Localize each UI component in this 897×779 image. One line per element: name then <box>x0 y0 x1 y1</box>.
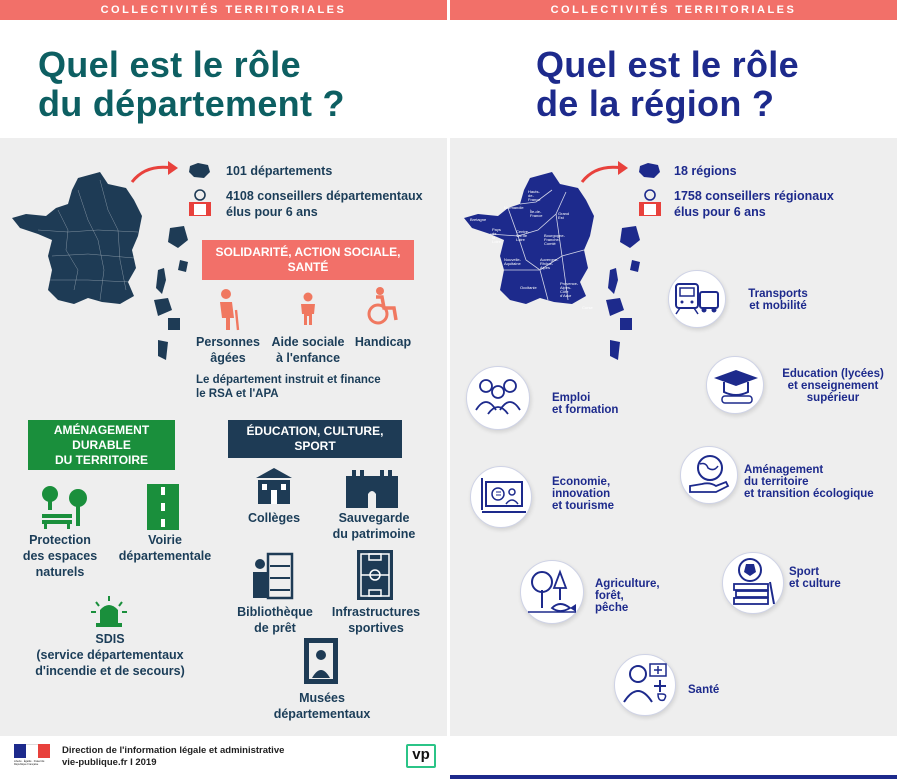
amenagement-item-roads: Voirie départementale <box>118 533 212 563</box>
footer-text <box>62 745 284 769</box>
park-bench-icon <box>38 484 92 530</box>
solidarite-note-line2: le RSA et l'APA <box>196 388 279 400</box>
amenagement-sdis: SDIS (service départementaux d'incendie et de secours) <box>35 632 185 678</box>
amenagement-tag: AMÉNAGEMENT DURABLE DU TERRITOIRE <box>28 420 175 470</box>
road-icon <box>147 484 179 530</box>
right-councillors-line2: élus pour 6 ans <box>674 205 766 219</box>
footer-right-line <box>450 775 897 779</box>
child-icon <box>296 292 320 326</box>
right-councillors-line1: 1758 conseillers régionaux <box>674 189 834 203</box>
tree-fish-icon <box>524 566 580 616</box>
left-count: 101 départements <box>226 164 333 178</box>
map-label-normandie: Normandie <box>504 205 524 210</box>
solidarite-item-child-welfare: Aide sociale à l'enfance <box>271 335 345 365</box>
map-label-bretagne: Bretagne <box>470 217 487 222</box>
vp-logo <box>406 744 436 768</box>
councillor-icon <box>188 188 212 218</box>
education-item-museums: Musées départementaux <box>273 691 371 721</box>
footer-line2[interactable]: vie-publique.fr I 2019 <box>62 757 157 768</box>
education-tag: ÉDUCATION, CULTURE, SPORT <box>228 420 402 458</box>
corsica-shape <box>156 268 166 294</box>
map-label-grand-est: Grand Est <box>558 211 570 220</box>
left-councillors-line2: élus pour 6 ans <box>226 205 318 219</box>
competence-education: Education (lycées) et enseignement supérieur <box>782 368 884 404</box>
right-councillors <box>674 188 834 220</box>
elderly-person-icon <box>212 288 244 332</box>
competence-economie: Economie, innovation et tourisme <box>552 476 614 512</box>
right-banner: COLLECTIVITÉS TERRITORIALES <box>450 0 897 20</box>
region-shape-icon <box>638 162 662 180</box>
left-councillors-line1: 4108 conseillers départementaux <box>226 189 423 203</box>
martinique-shape <box>178 260 188 272</box>
guadeloupe-shape <box>168 226 188 248</box>
librarian-icon <box>250 552 294 600</box>
map-label-corse: Corse <box>582 305 593 310</box>
map-label-hauts-de-france: Hauts- de-France <box>528 189 541 202</box>
sports-field-icon <box>357 550 393 600</box>
left-title-line2: du département ? <box>38 83 345 124</box>
map-label-bourgogne-franche-comte: Bourgogne- Franche-Comté <box>544 233 565 246</box>
competence-emploi: Emploi et formation <box>552 392 619 416</box>
train-bus-icon <box>674 282 720 316</box>
competence-sport-culture: Sport et culture <box>789 566 841 590</box>
school-building-icon <box>254 466 294 506</box>
solidarite-note-line1: Le département instruit et finance <box>196 374 381 386</box>
right-title-line1: Quel est le rôle <box>536 44 799 85</box>
right-count: 18 régions <box>674 164 737 178</box>
solidarite-item-elderly: Personnes âgées <box>196 335 260 365</box>
red-arrow-icon-right <box>578 158 630 186</box>
globe-hand-icon <box>686 452 732 496</box>
right-title <box>536 45 799 123</box>
map-label-nouvelle-aquitaine: Nouvelle- Aquitaine <box>504 257 521 266</box>
computer-euro-icon <box>478 476 526 516</box>
solidarite-item-disability: Handicap <box>354 335 412 349</box>
reunion-region-shape <box>620 318 632 330</box>
education-item-sports-infrastructure: Infrastructures sportives <box>331 605 421 635</box>
people-group-icon <box>472 376 524 416</box>
wheelchair-icon <box>362 286 402 326</box>
doctor-icon <box>620 660 670 706</box>
museum-portrait-icon <box>304 638 338 684</box>
republique-logo-text: Liberté · Égalité · Fraternité République Française <box>14 760 45 766</box>
competence-transports: Transports et mobilité <box>748 288 808 312</box>
map-label-auvergne-rhone-alpes: Auvergne- Rhône-Alpes <box>540 257 559 270</box>
competence-agriculture: Agriculture, forêt, pêche <box>595 578 660 614</box>
corsica-region-shape <box>608 268 618 294</box>
france-mainland-shape <box>12 172 142 304</box>
map-label-paca: Provence- Alpes- Côte d'Azur <box>560 281 579 298</box>
education-item-library: Bibliothèque de prêt <box>237 605 313 635</box>
mayotte-region-shape <box>610 340 620 360</box>
solidarite-note <box>196 373 381 401</box>
competence-sante: Santé <box>688 684 720 696</box>
vp-logo-text: vp <box>412 746 430 763</box>
map-label-pays-de-la-loire: Pays de la Loire <box>492 227 501 244</box>
left-banner: COLLECTIVITÉS TERRITORIALES <box>0 0 447 20</box>
ball-books-icon <box>728 556 778 608</box>
france-regions-map <box>460 170 650 370</box>
right-title-line2: de la région ? <box>536 83 775 124</box>
mayotte-shape <box>158 340 168 360</box>
siren-icon <box>90 594 128 628</box>
left-councillors <box>226 188 423 220</box>
education-item-colleges: Collèges <box>247 511 301 525</box>
france-departements-map <box>8 170 198 370</box>
councillor-icon-right <box>638 188 662 218</box>
education-item-heritage: Sauvegarde du patrimoine <box>332 511 416 541</box>
departement-shape-icon <box>188 162 212 180</box>
republique-logo <box>14 744 50 774</box>
castle-icon <box>346 470 398 508</box>
guadeloupe-region-shape <box>620 226 640 248</box>
guyane-region-shape <box>606 298 624 316</box>
map-label-occitanie: Occitanie <box>520 285 537 290</box>
amenagement-item-natural-areas: Protection des espaces naturels <box>22 533 98 579</box>
competence-amenagement: Aménagement du territoire et transition écologique <box>744 464 874 500</box>
reunion-shape <box>168 318 180 330</box>
footer-line1: Direction de l'information légale et administrative <box>62 745 285 756</box>
map-label-ile-de-france: Île-de- France <box>530 209 543 218</box>
red-arrow-icon <box>128 158 180 186</box>
graduation-cap-icon <box>710 366 762 406</box>
guyane-shape <box>154 298 172 316</box>
left-title-line1: Quel est le rôle <box>38 44 301 85</box>
left-title <box>38 45 345 123</box>
solidarite-tag: SOLIDARITÉ, ACTION SOCIALE, SANTÉ <box>202 240 414 280</box>
map-label-centre-val-de-loire: Centre- Val de Loire <box>516 229 530 242</box>
martinique-region-shape <box>630 260 640 272</box>
